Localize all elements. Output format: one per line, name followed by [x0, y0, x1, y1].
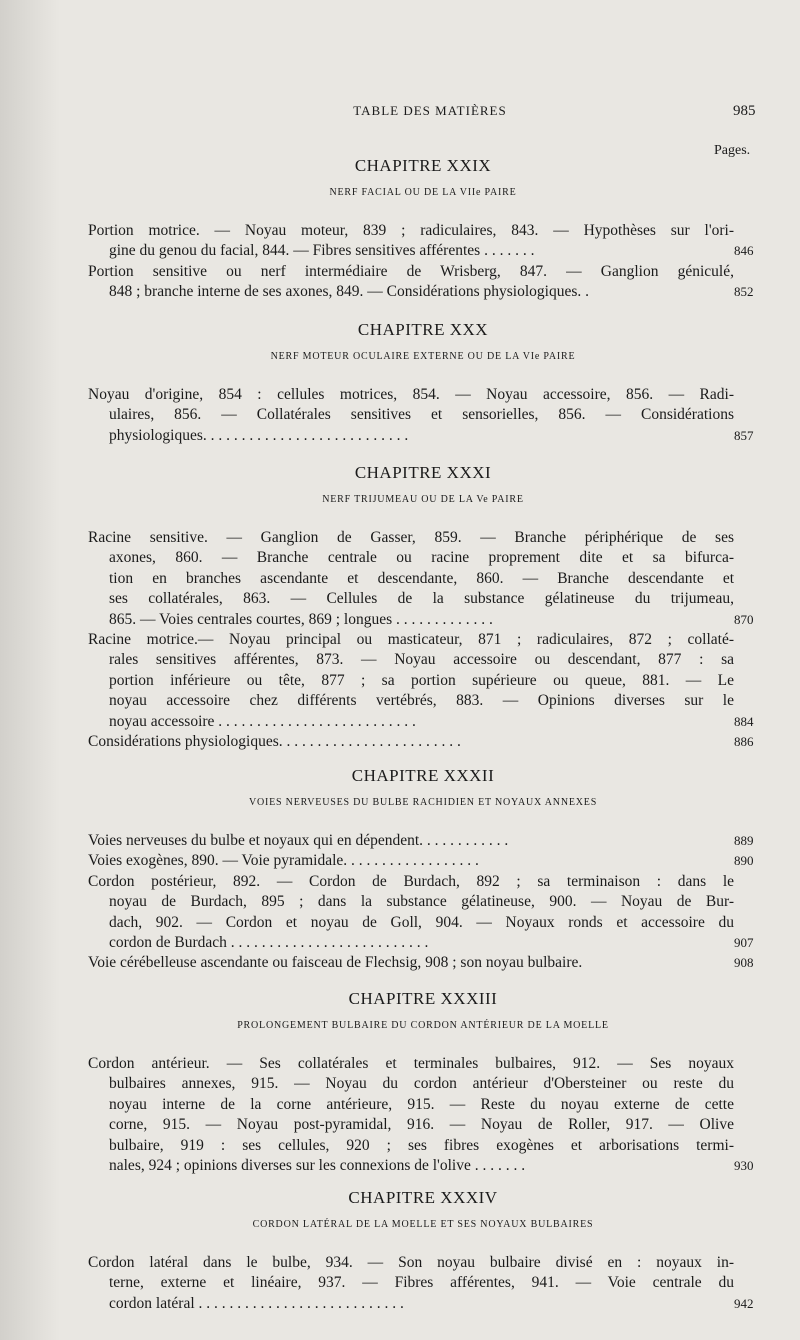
entry-text-line: cordon latéral . . . . . . . . . . . . . . . . . . . . . . . . . . .	[109, 1294, 404, 1312]
entry-text-line: gine du genou du facial, 844. — Fibres sensitives afférentes . . . . . . .	[109, 242, 535, 260]
chapter-subtitle: NERF TRIJUMEAU OU DE LA Ve PAIRE	[322, 494, 524, 505]
chapter-entries	[88, 831, 754, 974]
chapter-subtitle: PROLONGEMENT BULBAIRE DU CORDON ANTÉRIEUR DE LA MOELLE	[237, 1020, 609, 1031]
entry-text-line: bulbaires annexes, 915. — Noyau du cordon antérieur d'Obersteiner ou reste du	[109, 1075, 734, 1093]
entry-text-line: ulaires, 856. — Collatérales sensitives et sensorielles, 856. — Considérations	[109, 406, 734, 424]
chapter-heading	[0, 989, 800, 1031]
entry-page-number: 890	[734, 853, 754, 869]
entry-page-number: 884	[734, 713, 754, 729]
chapter-entries	[88, 1253, 754, 1314]
toc-entry	[88, 831, 754, 851]
entry-text-line: dach, 902. — Cordon et noyau de Goll, 904. — Noyaux ronds et accessoire du	[109, 913, 734, 931]
entry-text-line: noyau de Burdach, 895 ; dans la substance gélatineuse, 900. — Noyau de Bur-	[109, 893, 734, 911]
chapter-title: CHAPITRE XXXIV	[348, 1188, 498, 1207]
entry-text-line: tion en branches ascendante et descendante, 860. — Branche descendante et	[109, 569, 734, 587]
toc-entry	[88, 221, 754, 262]
entry-text-line: noyau accessoire chez différents vertébrés, 883. — Opinions diverses sur le	[109, 692, 734, 710]
toc-entry	[88, 851, 754, 871]
entry-text-line: bulbaire, 919 : ses cellules, 920 ; ses fibres exogènes et arborisations termi-	[109, 1136, 734, 1154]
entry-text-line: nales, 924 ; opinions diverses sur les connexions de l'olive . . . . . . .	[109, 1156, 526, 1174]
entry-text-line: Portion motrice. — Noyau moteur, 839 ; radiculaires, 843. — Hypothèses sur l'ori-	[88, 222, 734, 239]
toc-entry	[88, 732, 754, 752]
entry-text-line: rales sensitives afférentes, 873. — Noyau accessoire ou descendant, 877 : sa	[109, 651, 734, 669]
chapter-title: CHAPITRE XXIX	[354, 156, 492, 175]
running-title: TABLE DES MATIÈRES	[353, 103, 507, 118]
toc-entry	[88, 872, 754, 954]
entry-page-number: 942	[734, 1295, 754, 1311]
entry-text-line: Voies exogènes, 890. — Voie pyramidale. . . . . . . . . . . . . . . . . .	[88, 852, 479, 870]
entry-text-line: Voies nerveuses du bulbe et noyaux qui en dépendent. . . . . . . . . . . .	[88, 832, 509, 849]
entry-page-number: 930	[734, 1158, 754, 1173]
entry-text-line: noyau accessoire . . . . . . . . . . . . . . . . . . . . . . . . . .	[109, 712, 416, 730]
toc-entry	[88, 385, 754, 446]
entry-text-line: Cordon latéral dans le bulbe, 934. — Son noyau bulbaire divisé en : noyaux in-	[88, 1254, 734, 1271]
chapter-title: CHAPITRE XXXIII	[348, 989, 498, 1008]
entry-text-line: 848 ; branche interne de ses axones, 849. — Considérations physiologiques. .	[109, 283, 589, 301]
chapter-title: CHAPITRE XXX	[357, 320, 489, 339]
toc-entry	[88, 1054, 754, 1176]
entry-text-line: cordon de Burdach . . . . . . . . . . . . . . . . . . . . . . . . . .	[109, 933, 429, 951]
toc-entry	[88, 953, 754, 973]
toc-entry	[88, 262, 754, 303]
entry-text-line: portion inférieure ou tête, 877 ; sa portion supérieure ou queue, 881. — Le	[109, 671, 734, 689]
entry-text-line: 865. — Voies centrales courtes, 869 ; longues . . . . . . . . . . . . .	[109, 610, 493, 628]
entry-text-line: Racine sensitive. — Ganglion de Gasser, 859. — Branche périphérique de ses	[88, 529, 734, 546]
chapter-entries	[88, 528, 754, 752]
entry-text-line: physiologiques. . . . . . . . . . . . . . . . . . . . . . . . . . .	[109, 426, 409, 444]
entry-page-number: 857	[734, 427, 754, 443]
entry-text-line: Cordon antérieur. — Ses collatérales et terminales bulbaires, 912. — Ses noyaux	[88, 1055, 734, 1072]
entry-page-number: 870	[734, 611, 754, 627]
entry-text-line: Cordon postérieur, 892. — Cordon de Burdach, 892 ; sa terminaison : dans le	[88, 872, 734, 890]
toc-entry	[88, 630, 754, 732]
entry-text-line: Considérations physiologiques. . . . . . . . . . . . . . . . . . . . . . . .	[88, 732, 461, 750]
chapter-subtitle: VOIES NERVEUSES DU BULBE RACHIDIEN ET NOYAUX ANNEXES	[248, 797, 598, 808]
chapter-entries	[88, 221, 754, 303]
chapter-subtitle: CORDON LATÉRAL DE LA MOELLE ET SES NOYAUX BULBAIRES	[252, 1219, 594, 1230]
chapter-heading	[0, 1188, 800, 1230]
toc-entry	[88, 528, 754, 630]
chapter-title: CHAPITRE XXXI	[354, 463, 492, 482]
entry-text-line: Voie cérébelleuse ascendante ou faisceau de Flechsig, 908 ; son noyau bulbaire.	[88, 954, 583, 972]
entry-text-line: axones, 860. — Branche centrale ou racine proprement dite et sa bifurca-	[109, 549, 734, 567]
entry-page-number: 889	[734, 833, 754, 848]
entry-text-line: Racine motrice.— Noyau principal ou masticateur, 871 ; radiculaires, 872 ; collaté-	[88, 630, 734, 648]
entry-page-number: 852	[734, 284, 754, 300]
pages-label: Pages.	[714, 143, 751, 158]
entry-text-line: ses collatérales, 863. — Cellules de la substance gélatineuse du trijumeau,	[109, 590, 734, 608]
entry-text-line: Noyau d'origine, 854 : cellules motrices, 854. — Noyau accessoire, 856. — Radi-	[88, 386, 734, 403]
entry-page-number: 908	[734, 955, 754, 971]
entry-text-line: terne, externe et linéaire, 937. — Fibres afférentes, 941. — Voie centrale du	[109, 1274, 734, 1292]
chapter-heading	[0, 156, 800, 198]
chapter-heading	[0, 463, 800, 505]
chapter-heading	[0, 320, 800, 362]
entry-page-number: 846	[734, 243, 754, 259]
entry-page-number: 886	[734, 733, 754, 749]
chapter-entries	[88, 1054, 754, 1176]
page-number: 985	[733, 103, 756, 119]
chapter-heading	[0, 766, 800, 808]
chapter-title: CHAPITRE XXXII	[351, 766, 495, 785]
entry-text-line: noyau interne de la corne antérieure, 915. — Reste du noyau externe de cette	[109, 1095, 734, 1113]
entry-text-line: corne, 915. — Noyau post-pyramidal, 916. — Noyau de Roller, 917. — Olive	[109, 1116, 734, 1134]
chapter-subtitle: NERF MOTEUR OCULAIRE EXTERNE OU DE LA VIe PAIRE	[270, 351, 576, 362]
running-head	[0, 103, 800, 123]
toc-entry	[88, 1253, 754, 1314]
page-edge-shadow	[0, 0, 60, 1340]
entry-text-line: Portion sensitive ou nerf intermédiaire de Wrisberg, 847. — Ganglion géniculé,	[88, 262, 734, 280]
entry-page-number: 907	[734, 934, 754, 950]
chapter-entries	[88, 385, 754, 446]
chapter-subtitle: NERF FACIAL OU DE LA VIIe PAIRE	[329, 187, 517, 198]
